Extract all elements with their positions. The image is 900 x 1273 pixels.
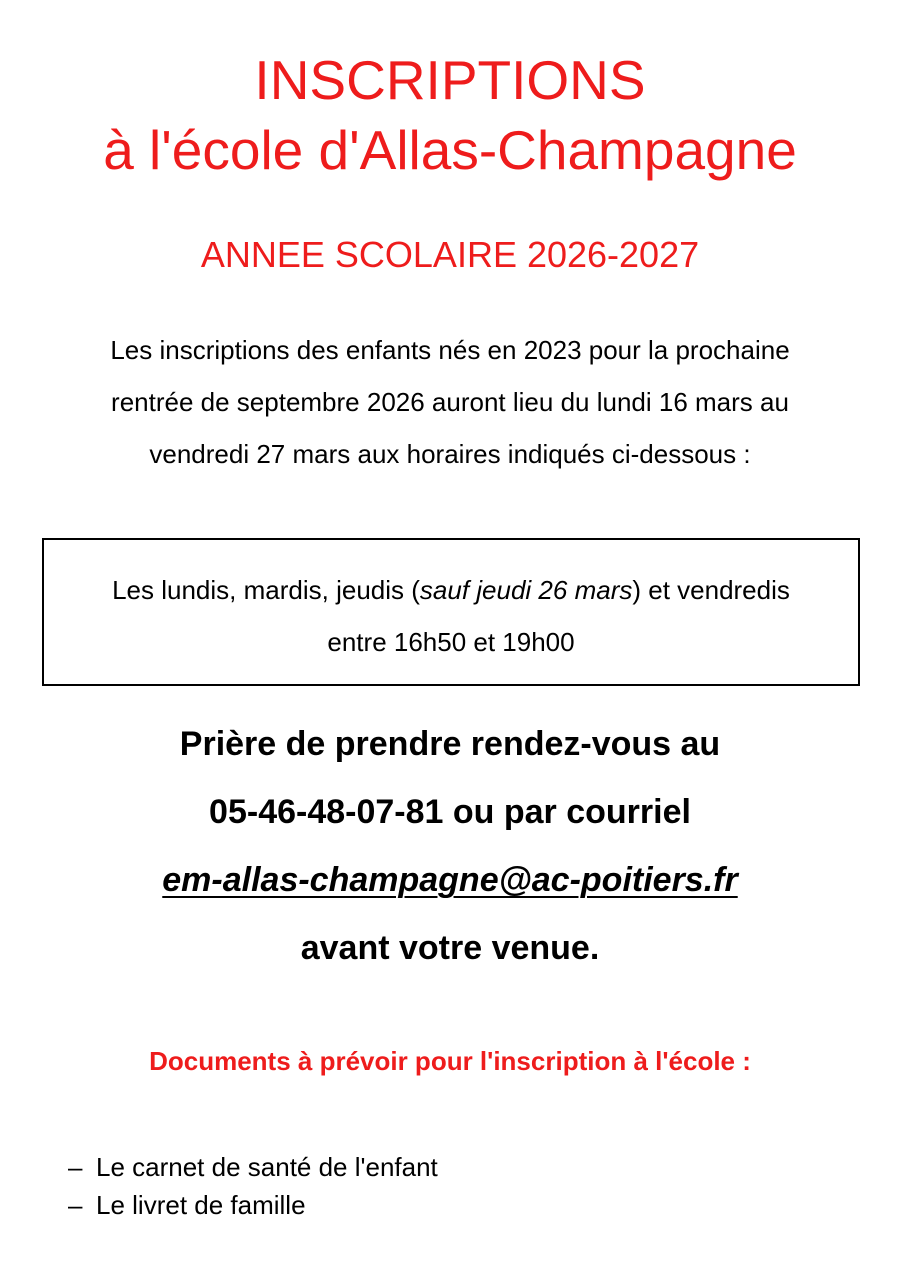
list-item: [68, 1186, 438, 1224]
opening-hours-box: [42, 538, 860, 686]
page-title: INSCRIPTIONS: [254, 49, 646, 111]
appointment-closing: avant votre venue.: [300, 929, 600, 967]
opening-time-range: entre 16h50 et 19h00: [327, 627, 575, 657]
dash-bullet: –: [68, 1190, 83, 1220]
list-item-label: Le carnet de santé de l'enfant: [96, 1152, 438, 1182]
appointment-instruction: Prière de prendre rendez-vous au: [179, 725, 721, 763]
appointment-phone: 05-46-48-07-81 ou par courriel: [209, 793, 691, 831]
intro-line: Les inscriptions des enfants nés en 2023 pour la prochaine: [110, 335, 790, 365]
email-link[interactable]: em-allas-champagne@ac-poitiers.fr: [162, 861, 738, 899]
page-subtitle: à l'école d'Allas-Champagne: [103, 119, 797, 181]
list-item: [68, 1148, 438, 1186]
list-item-label: Le livret de famille: [96, 1190, 306, 1220]
documents-heading: Documents à prévoir pour l'inscription à l'école :: [149, 1046, 751, 1076]
documents-list: [68, 1148, 438, 1224]
dash-bullet: –: [68, 1152, 83, 1182]
intro-line: vendredi 27 mars aux horaires indiqués ci-dessous :: [149, 439, 751, 469]
days-prefix: Les lundis, mardis, jeudis (: [112, 575, 420, 605]
appointment-email-line: [0, 846, 900, 914]
days-suffix: ) et vendredis: [632, 575, 790, 605]
school-year-heading: ANNEE SCOLAIRE 2026-2027: [200, 234, 700, 275]
opening-hours-text: [44, 564, 858, 668]
days-exception: sauf jeudi 26 mars: [419, 575, 633, 605]
intro-paragraph: [40, 324, 860, 480]
intro-line: rentrée de septembre 2026 auront lieu du lundi 16 mars au: [111, 387, 789, 417]
opening-days: [44, 564, 858, 616]
